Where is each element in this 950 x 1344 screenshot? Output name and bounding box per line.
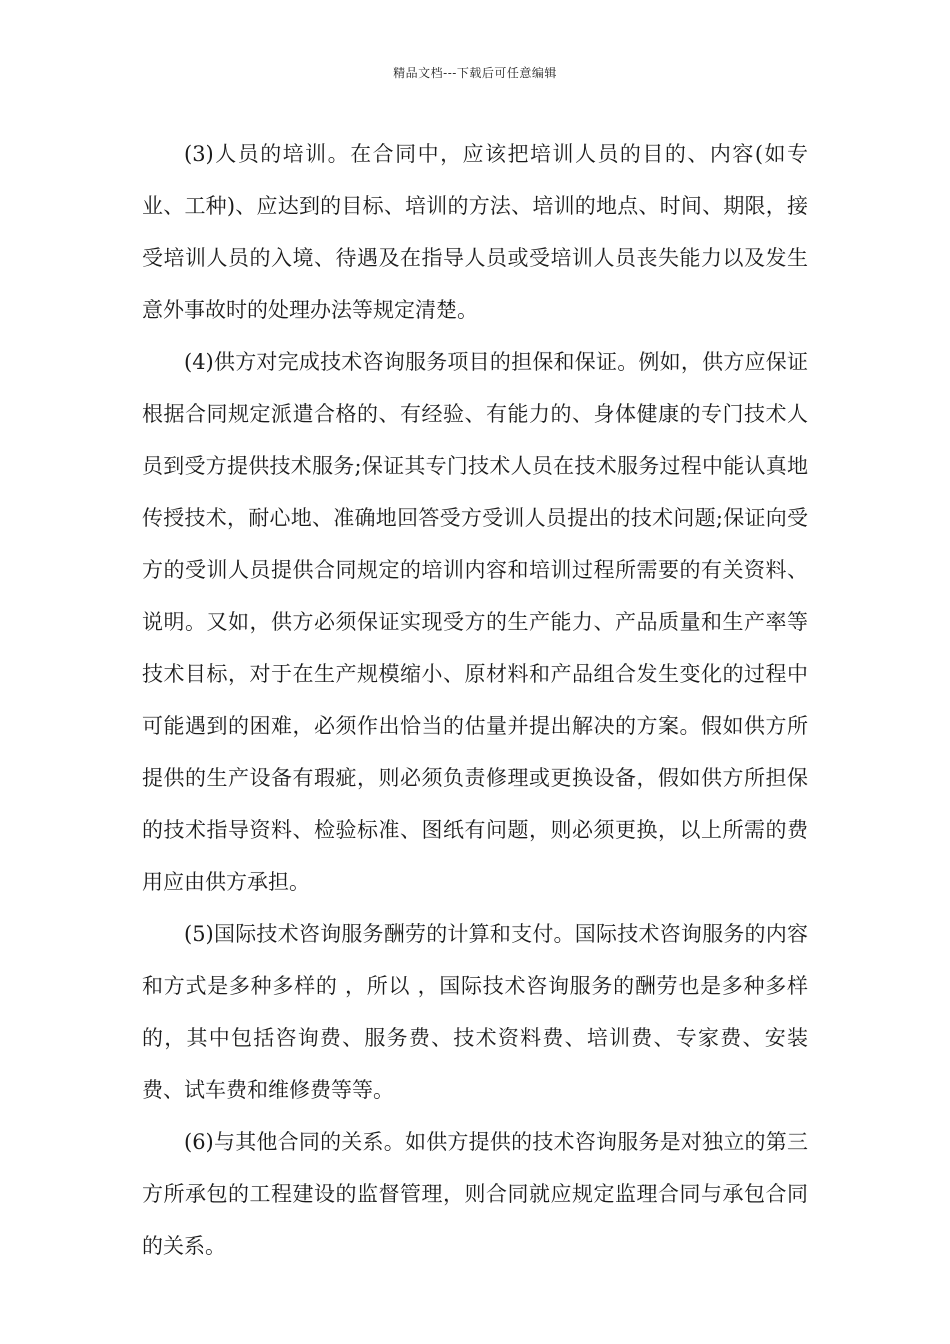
paragraph-6-other-contracts: (6)与其他合同的关系。如供方提供的技术咨询服务是对独立的第三方所承包的工程建设的监督管理，则合同就应规定监理合同与承包合同的关系。 <box>142 1130 808 1258</box>
paragraph-4-guarantee: (4)供方对完成技术咨询服务项目的担保和保证。例如，供方应保证根据合同规定派遣合格的、有经验、有能力的、身体健康的专门技术人员到受方提供技术服务;保证其专门技术人员在技术服务过程中能认真地传授技术，耐心地、准确地回答受方受训人员提出的技术问题;保证向受方的受训人员提供合同规定的培训内容和培训过程所需要的有关资料、说明。又如，供方必须保证实现受方的生产能力、产品质量和生产率等技术目标，对于在生产规模缩小、原材料和产品组合发生变化的过程中可能遇到的困难，必须作出恰当的估量并提出解决的方案。假如供方所提供的生产设备有瑕疵，则必须负责修理或更换设备，假如供方所担保的技术指导资料、检验标准、图纸有问题，则必须更换，以上所需的费用应由供方承担。 <box>142 350 808 894</box>
document-body <box>142 128 808 1272</box>
paragraph-3-staff-training: (3)人员的培训。在合同中，应该把培训人员的目的、内容(如专业、工种)、应达到的目标、培训的方法、培训的地点、时间、期限，接受培训人员的入境、待遇及在指导人员或受培训人员丧失能力以及发生意外事故时的处理办法等规定清楚。 <box>142 142 808 322</box>
page-header: 精品文档---下载后可任意编辑 <box>393 66 557 80</box>
paragraph-5-remuneration: (5)国际技术咨询服务酬劳的计算和支付。国际技术咨询服务的内容和方式是多种多样的 ，所以 ，国际技术咨询服务的酬劳也是多种多样的，其中包括咨询费、服务费、技术资料费、培训费、专家费、安装费、试车费和维修费等等。 <box>142 922 808 1102</box>
